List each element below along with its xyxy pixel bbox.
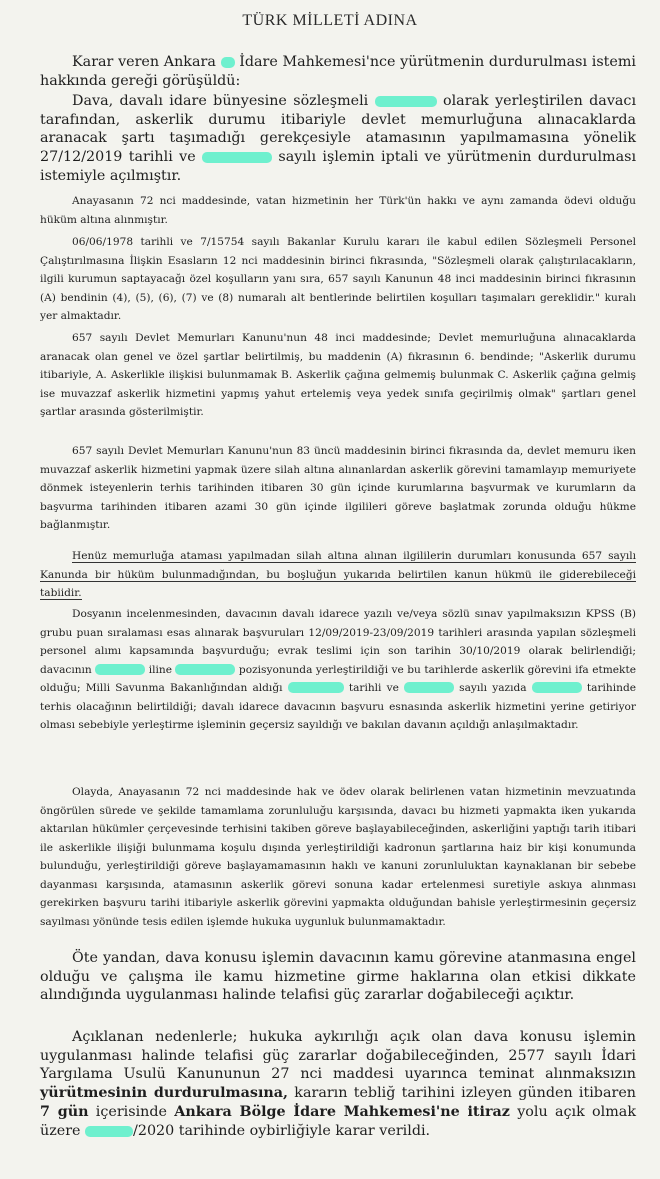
gap-text: Henüz memurluğa ataması yapılmadan silah altına alınan ilgililerin durumları konusunda 657 sayılı Kanunda bir hüküm bulunmadığından, bu boşluğun yukarıda belirtilen kanun hükmü ile giderebileceği tabiidir. xyxy=(40,550,636,599)
facts-part-c: pozisyonunda yerleştirildiği ve bu tarihlerde askerlik görevini ifa etmekte olduğu; Milli Savunma Bakanlığından aldığı xyxy=(40,663,636,694)
case-part-c: sayılı işlemin iptali ve yürütmenin durdurulması istemiyle açılmıştır. xyxy=(40,149,637,184)
redaction-mark xyxy=(175,664,235,675)
ruling-appeal-court: Ankara Bölge İdare Mahkemesi'ne itiraz xyxy=(174,1103,510,1120)
intro-part-b: İdare Mahkemesi'nce yürütmenin durdurulması istemi hakkında gereği görüşüldü: xyxy=(40,54,637,89)
facts-part-e: sayılı yazıda xyxy=(459,682,527,694)
paragraph-article-48: 657 sayılı Devlet Memurları Kanunu'nun 48 inci maddesinde; Devlet memurluğuna alınacaklarda aranacak olan genel ve özel şartlar belirtilmiş, bu maddenin (A) fıkrasının 6. bendinde; "Askerlik durumu itibariyle, A. Askerlikle ilişkisi bulunmamak B. Askerlik çağına gelmemiş bulunmak C. Askerlik çağına gelmiş ise muvazzaf askerlik hizmetini yapmış yahut ertelemiş veya yedek sınıfa geçirilmiş olmak" şartları genel şartlar arasında gösterilmiştir. xyxy=(40,332,636,418)
paragraph-article-83: 657 sayılı Devlet Memurları Kanunu'nun 83 üncü maddesinin birinci fıkrasında da, devlet memuru iken muvazzaf askerlik hizmetini yapmak üzere silah altına alınanlardan askerlik görevini tamamlayıp memuriyete dönmek isteyenlerin terhis tarihinden itibaren 30 gün içinde kurumlarına başvurmak ve kurumların da başvurma tarihinden itibaren azami 30 gün içinde ilgilileri göreve başlatmak zorunda olduğu hükme bağlanmıştır. xyxy=(40,445,636,531)
ruling-part-g: yolu açık olmak üzere xyxy=(40,1103,636,1139)
redaction-mark xyxy=(85,1126,133,1137)
ruling-part-a: Açıklanan nedenlerle; hukuka aykırılığı açık olan dava konusu işlemin uygulanması halinde telafisi güç zararlar doğabileceğinden, 2577 sayılı İdari Yargılama Usulü Kanununun 27 nci maddesi uyarınca teminat alınmaksızın xyxy=(40,1029,636,1083)
paragraph-gap xyxy=(40,547,636,603)
paragraph-assessment: Olayda, Anayasanın 72 nci maddesinde hak ve ödev olarak belirlenen vatan hizmetinin mevzuatında öngörülen sürede ve şekilde tamamlama zorunluluğu karşısında, davacı bu hizmeti yapmakta iken yukarıda aktarılan hükümler çerçevesinde terhisini takiben göreve başlayabileceğinden, askerliğini yaptığı tarih itibari ile askerlikle ilişiği bulunmama koşulu dışında yerleştirildiği kadronun şartlarına haiz bir kişi konumunda bulunduğu, yerleştirildiği göreve başlayamamasının haklı ve kanuni zorunluluktan kaynaklanan bir sebebe dayanması karşısında, atamasının askerlik görevi sonuna kadar ertelenmesi suretiyle askıya alınması gerekirken başvuru tarihi itibariyle askerlik görevini yapmakta olduğundan bahisle yerleştirmesinin geçersiz sayılması yönünde tesis edilen işlemde hukuka uygunluk bulunmamaktadır. xyxy=(40,786,636,928)
ruling-date: /2020 tarihinde oybirliğiyle karar verildi. xyxy=(133,1122,431,1139)
redaction-mark xyxy=(375,96,437,107)
document-title: TÜRK MİLLETİ ADINA xyxy=(242,12,418,29)
ruling-part-c: kararın tebliğ tarihini izleyen günden itibaren xyxy=(294,1085,636,1102)
ruling-deadline: 7 gün xyxy=(40,1103,89,1120)
redaction-mark xyxy=(221,57,235,68)
redaction-mark xyxy=(288,682,344,693)
paragraph-ruling xyxy=(40,1028,636,1140)
facts-part-f: tarihinde terhis olacağının belirtildiği; davalı idarece davacının başvuru esnasında askerlik hizmetini yerine getiriyor olması sebebiyle yerleştirme işleminin geçersiz sayıldığı ve bakılan davanın açıldığı anlaşılmaktadır. xyxy=(40,682,637,731)
paragraph-intro xyxy=(40,53,636,90)
paragraph-constitution: Anayasanın 72 nci maddesinde, vatan hizmetinin her Türk'ün hakkı ve aynı zamanda ödevi olduğu hüküm altına alınmıştır. xyxy=(40,195,636,226)
redaction-mark xyxy=(404,682,454,693)
ruling-part-e: içerisinde xyxy=(95,1103,167,1120)
intro-part-a: Karar veren Ankara xyxy=(72,54,216,70)
redaction-mark xyxy=(532,682,582,693)
paragraph-regulation: 06/06/1978 tarihli ve 7/15754 sayılı Bakanlar Kurulu kararı ile kabul edilen Sözleşmeli Personel Çalıştırılmasına İlişkin Esasların 12 nci maddesinin birinci fıkrasında, "Sözleşmeli olarak çalıştırılacakların, ilgili kurumun saptayacağı özel koşulların yanı sıra, 657 sayılı Kanunun 48 inci maddesinin birinci fıkrasının (A) bendinin (4), (5), (6), (7) ve (8) numaralı alt bentlerinde belirtilen koşulları taşımaları gereklidir." kuralı yer almaktadır. xyxy=(40,236,636,322)
case-part-a: Dava, davalı idare bünyesine sözleşmeli xyxy=(72,93,369,109)
facts-part-b: iline xyxy=(148,663,172,676)
ruling-stay-of-execution: yürütmesinin durdurulmasına, xyxy=(40,1085,289,1102)
paragraph-harm: Öte yandan, dava konusu işlemin davacının kamu görevine atanmasına engel olduğu ve çalışma ile kamu hizmetine girme haklarına olan etkisi dikkate alındığında uygulanması halinde telafisi güç zararlar doğabileceği açıktır. xyxy=(40,950,636,1004)
redaction-mark xyxy=(95,664,145,675)
facts-part-d: tarihli ve xyxy=(348,682,399,694)
redaction-mark xyxy=(202,152,272,163)
case-part-b: olarak yerleştirilen davacı tarafından, askerlik durumu itibariyle devlet memurluğuna alınacaklarda aranacak şartı taşımadığı gerekçesiyle atamasının yapılmamasına yönelik 27/12/2019 tarihli ve xyxy=(40,93,637,166)
paragraph-facts xyxy=(40,605,636,735)
facts-part-a: Dosyanın incelenmesinden, davacının davalı idarece yazılı ve/veya sözlü sınav yapılmaksızın KPSS (B) grubu puan sıralaması esas alınarak başvuruları 12/09/2019-23/09/2019 tarihleri arasında yapılan sözleşmeli personel alımı kapsamında başvurduğu; evrak teslimi için son tarihin 30/10/2019 olarak belirlendiği; davacının xyxy=(40,608,636,676)
paragraph-case xyxy=(40,92,636,186)
